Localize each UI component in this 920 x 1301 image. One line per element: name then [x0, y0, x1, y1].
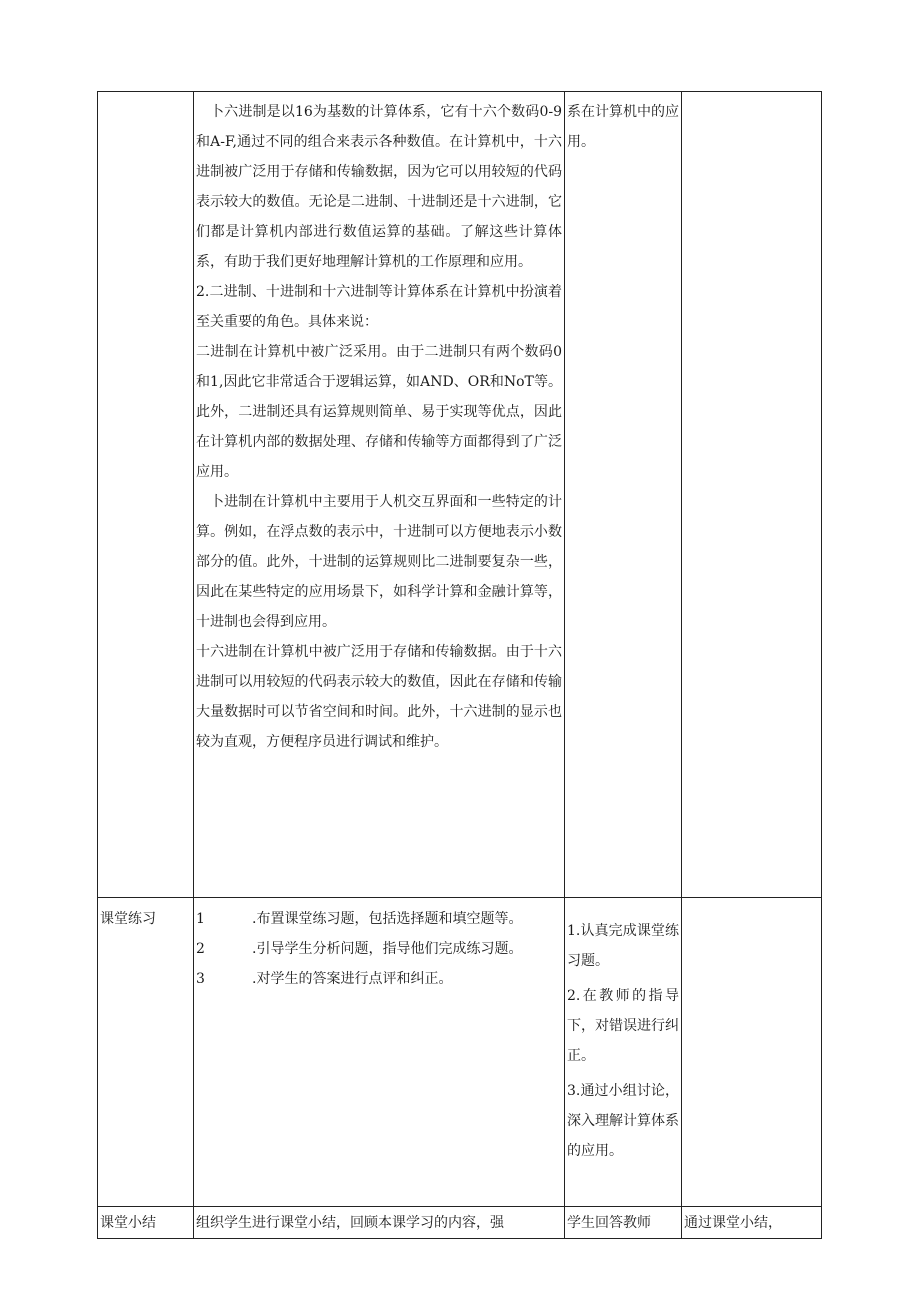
list-item-number: 3 — [196, 971, 205, 987]
student-item: 1.认真完成课堂练习题。 — [567, 923, 679, 969]
list-item-number: 2 — [196, 941, 205, 957]
row-label-cell: 课堂练习 — [98, 898, 194, 1207]
teacher-activity-cell — [194, 898, 565, 1207]
list-item-text: .对学生的答案进行点评和纠正。 — [252, 971, 453, 987]
student-activity-cell: 学生回答教师 — [565, 1207, 682, 1239]
list-item-text: .引导学生分析问题，指导他们完成练习题。 — [252, 941, 523, 957]
paragraph-systems-role: 2.二进制、十进制和十六进制等计算体系在计算机中扮演着至关重要的角色。具体来说： — [196, 284, 562, 330]
lesson-plan-table — [97, 91, 822, 1239]
student-item: 2.在教师的指导下，对错误进行纠正。 — [567, 988, 679, 1064]
student-activity-cell — [565, 898, 682, 1207]
list-item-text: .布置课堂练习题，包括选择题和填空题等。 — [252, 911, 523, 927]
list-item — [196, 904, 562, 934]
row-label-cell — [98, 92, 194, 898]
list-item — [196, 934, 562, 964]
list-item-number: 1 — [196, 911, 205, 927]
paragraph-decimal: 卜进制在计算机中主要用于人机交互界面和一些特定的计算。例如，在浮点数的表示中，十进制可以方便地表示小数部分的值。此外，十进制的运算规则比二进制要复杂一些，因此在某些特定的应用场景下，如科学计算和金融计算等，十进制也会得到应用。 — [196, 494, 562, 630]
table-row — [98, 1207, 822, 1239]
student-activity-cell — [565, 92, 682, 898]
design-purpose-cell: 通过课堂小结， — [682, 1207, 822, 1239]
design-purpose-cell — [682, 92, 822, 898]
list-item — [196, 964, 562, 994]
teacher-activity-cell: 组织学生进行课堂小结，回顾本课学习的内容，强 — [194, 1207, 565, 1239]
student-text: 系在计算机中的应用。 — [567, 104, 679, 150]
table-row — [98, 898, 822, 1207]
table-row — [98, 92, 822, 898]
row-label-cell: 课堂小结 — [98, 1207, 194, 1239]
teacher-activity-cell — [194, 92, 565, 898]
paragraph-hexadecimal: 十六进制在计算机中被广泛用于存储和传输数据。由于十六进制可以用较短的代码表示较大的数值，因此在存储和传输大量数据时可以节省空间和时间。此外，十六进制的显示也较为直观，方便程序员进行调试和维护。 — [196, 644, 562, 750]
paragraph-hex-intro: 卜六进制是以16为基数的计算体系，它有十六个数码0-9和A-F,通过不同的组合来表示各种数值。在计算机中，十六进制被广泛用于存储和传输数据，因为它可以用较短的代码表示较大的数值。无论是二进制、十进制还是十六进制，它们都是计算机内部进行数值运算的基础。了解这些计算体系，有助于我们更好地理解计算机的工作原理和应用。 — [196, 104, 562, 270]
paragraph-binary: 二进制在计算机中被广泛采用。由于二进制只有两个数码0和1,因此它非常适合于逻辑运算，如AND、OR和NoT等。此外，二进制还具有运算规则简单、易于实现等优点，因此在计算机内部的数据处理、存储和传输等方面都得到了广泛应用。 — [196, 344, 562, 480]
student-item: 3.通过小组讨论，深入理解计算体系的应用。 — [567, 1083, 679, 1159]
design-purpose-cell — [682, 898, 822, 1207]
